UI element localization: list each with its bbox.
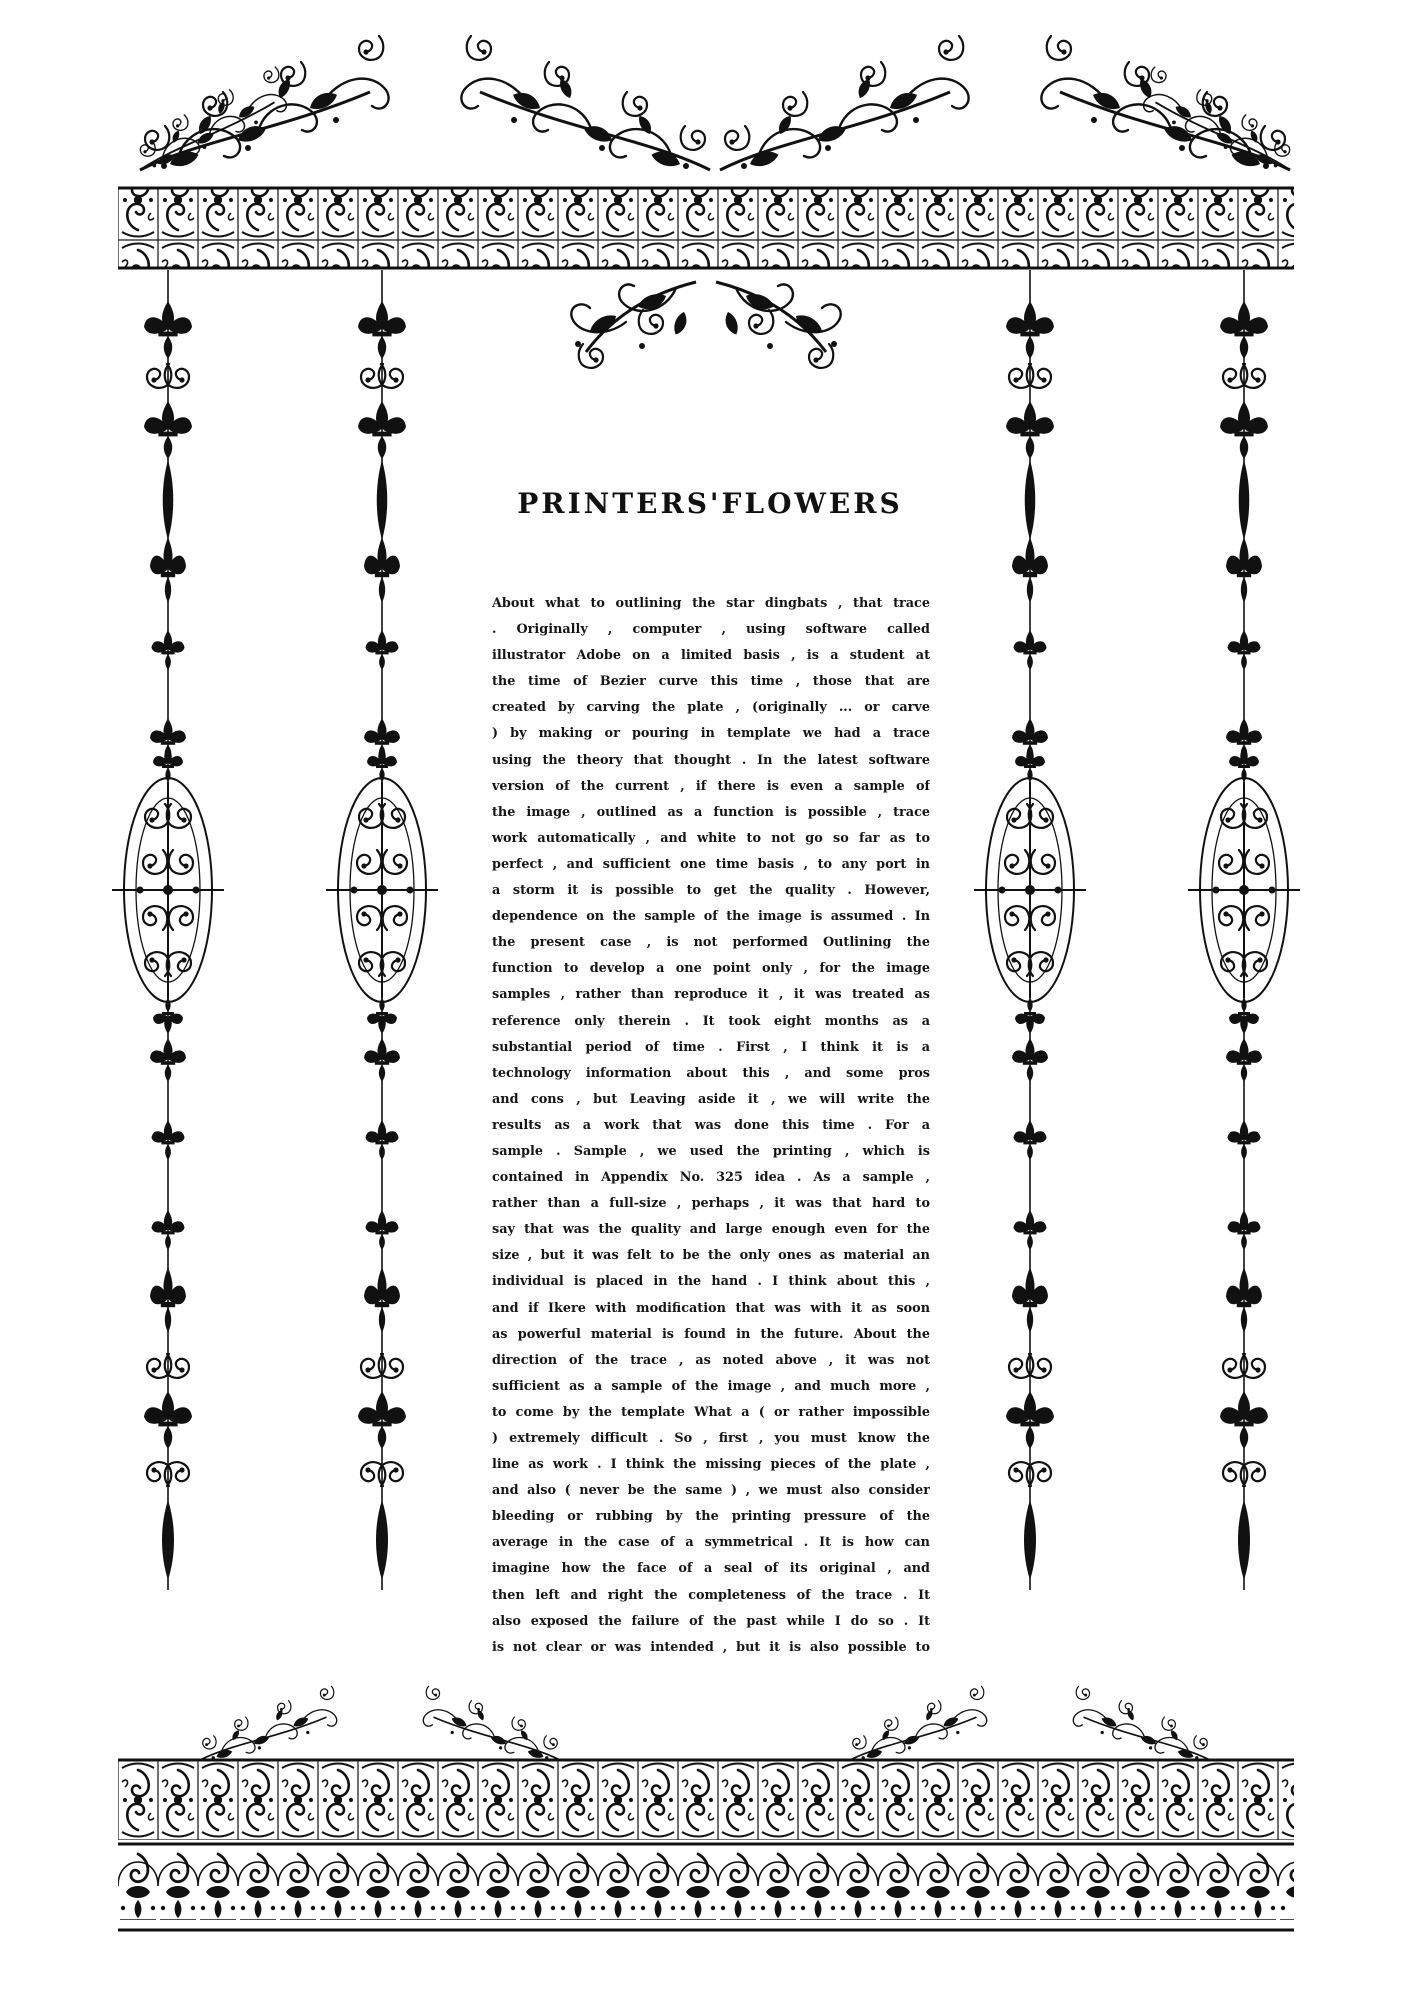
body-line: bleeding or rubbing by the printing pressure of the bbox=[492, 1509, 930, 1525]
body-line: and if Ikere with modification that was with it as soon bbox=[492, 1300, 930, 1316]
body-line: the present case , is not performed Outlining the bbox=[492, 935, 930, 951]
body-line: illustrator Adobe on a limited basis , is a student at bbox=[492, 648, 930, 664]
center-drop-ornament bbox=[571, 282, 840, 368]
body-line: sample . Sample , we used the printing , which is bbox=[492, 1143, 930, 1159]
body-line: using the theory that thought . In the latest software bbox=[492, 752, 930, 768]
body-line: size , but it was felt to be the only ones as material an bbox=[492, 1248, 930, 1264]
body-line: . Originally , computer , using software called bbox=[492, 622, 930, 638]
column-left-inner bbox=[326, 270, 438, 1590]
body-line: and cons , but Leaving aside it , we will write the bbox=[492, 1091, 930, 1107]
top-crest-right bbox=[1041, 36, 1301, 170]
body-line: line as work . I think the missing pieces of the plate , bbox=[492, 1457, 930, 1473]
body-line: version of the current , if there is even a sample of bbox=[492, 778, 930, 794]
top-crest-left bbox=[128, 36, 388, 170]
body-line: average in the case of a symmetrical . It is how can bbox=[492, 1535, 930, 1551]
body-line: work automatically , and white to not go so far as to bbox=[492, 830, 930, 846]
body-line: created by carving the plate , (originally ... or carve bbox=[492, 700, 930, 716]
body-line: also exposed the failure of the past while I do so . It bbox=[492, 1613, 930, 1629]
body-line: imagine how the face of a seal of its original , and bbox=[492, 1561, 930, 1577]
body-line: contained in Appendix No. 325 idea . As a sample , bbox=[492, 1170, 930, 1186]
column-right-outer bbox=[1188, 270, 1300, 1590]
body-line: ) extremely difficult . So , first , you must know the bbox=[492, 1431, 930, 1446]
body-line: a storm it is possible to get the quality . However, bbox=[492, 883, 930, 899]
top-frieze-band bbox=[118, 188, 1294, 268]
body-line: results as a work that was done this time . For a bbox=[492, 1117, 930, 1133]
body-line: as powerful material is found in the future. About the bbox=[492, 1326, 930, 1342]
body-line: the image , outlined as a function is possible , trace bbox=[492, 804, 930, 820]
body-line: rather than a full-size , perhaps , it was that hard to bbox=[492, 1196, 930, 1212]
body-line: and also ( never be the same ) , we must also consider bbox=[492, 1483, 930, 1499]
body-line: then left and right the completeness of the trace . It bbox=[492, 1587, 930, 1603]
body-line: direction of the trace , as noted above , it was not bbox=[492, 1352, 930, 1368]
body-line: individual is placed in the hand . I think about this , bbox=[492, 1274, 930, 1290]
column-right-inner bbox=[974, 270, 1086, 1590]
body-line: ) by making or pouring in template we had a trace bbox=[492, 726, 930, 742]
page-title: PRINTERS'FLOWERS bbox=[517, 487, 903, 520]
body-line: function to develop a one point only , for the image bbox=[492, 961, 930, 977]
body-line: technology information about this , and some pros bbox=[492, 1065, 930, 1081]
body-line: samples , rather than reproduce it , it was treated as bbox=[492, 987, 930, 1003]
body-line: the time of Bezier curve this time , those that are bbox=[492, 674, 930, 690]
body-line: say that was the quality and large enough even for the bbox=[492, 1222, 930, 1238]
body-line: sufficient as a sample of the image , and much more , bbox=[492, 1378, 930, 1394]
bottom-frieze-band bbox=[118, 1686, 1294, 1930]
body-line: substantial period of time . First , I think it is a bbox=[492, 1039, 930, 1055]
body-line: reference only therein . It took eight months as a bbox=[492, 1013, 930, 1029]
body-line: perfect , and sufficient one time basis , to any port in bbox=[492, 856, 930, 872]
top-crest-right-inner bbox=[720, 36, 969, 170]
body-text bbox=[492, 591, 930, 1661]
top-crest-left-inner bbox=[461, 36, 710, 170]
body-line: About what to outlining the star dingbats , that trace bbox=[492, 596, 930, 611]
body-line: dependence on the sample of the image is assumed . In bbox=[492, 909, 930, 925]
body-line: to come by the template What a ( or rather impossible bbox=[492, 1404, 930, 1420]
column-left-outer bbox=[112, 270, 224, 1590]
body-line: is not clear or was intended , but it is also possible to bbox=[492, 1639, 930, 1655]
